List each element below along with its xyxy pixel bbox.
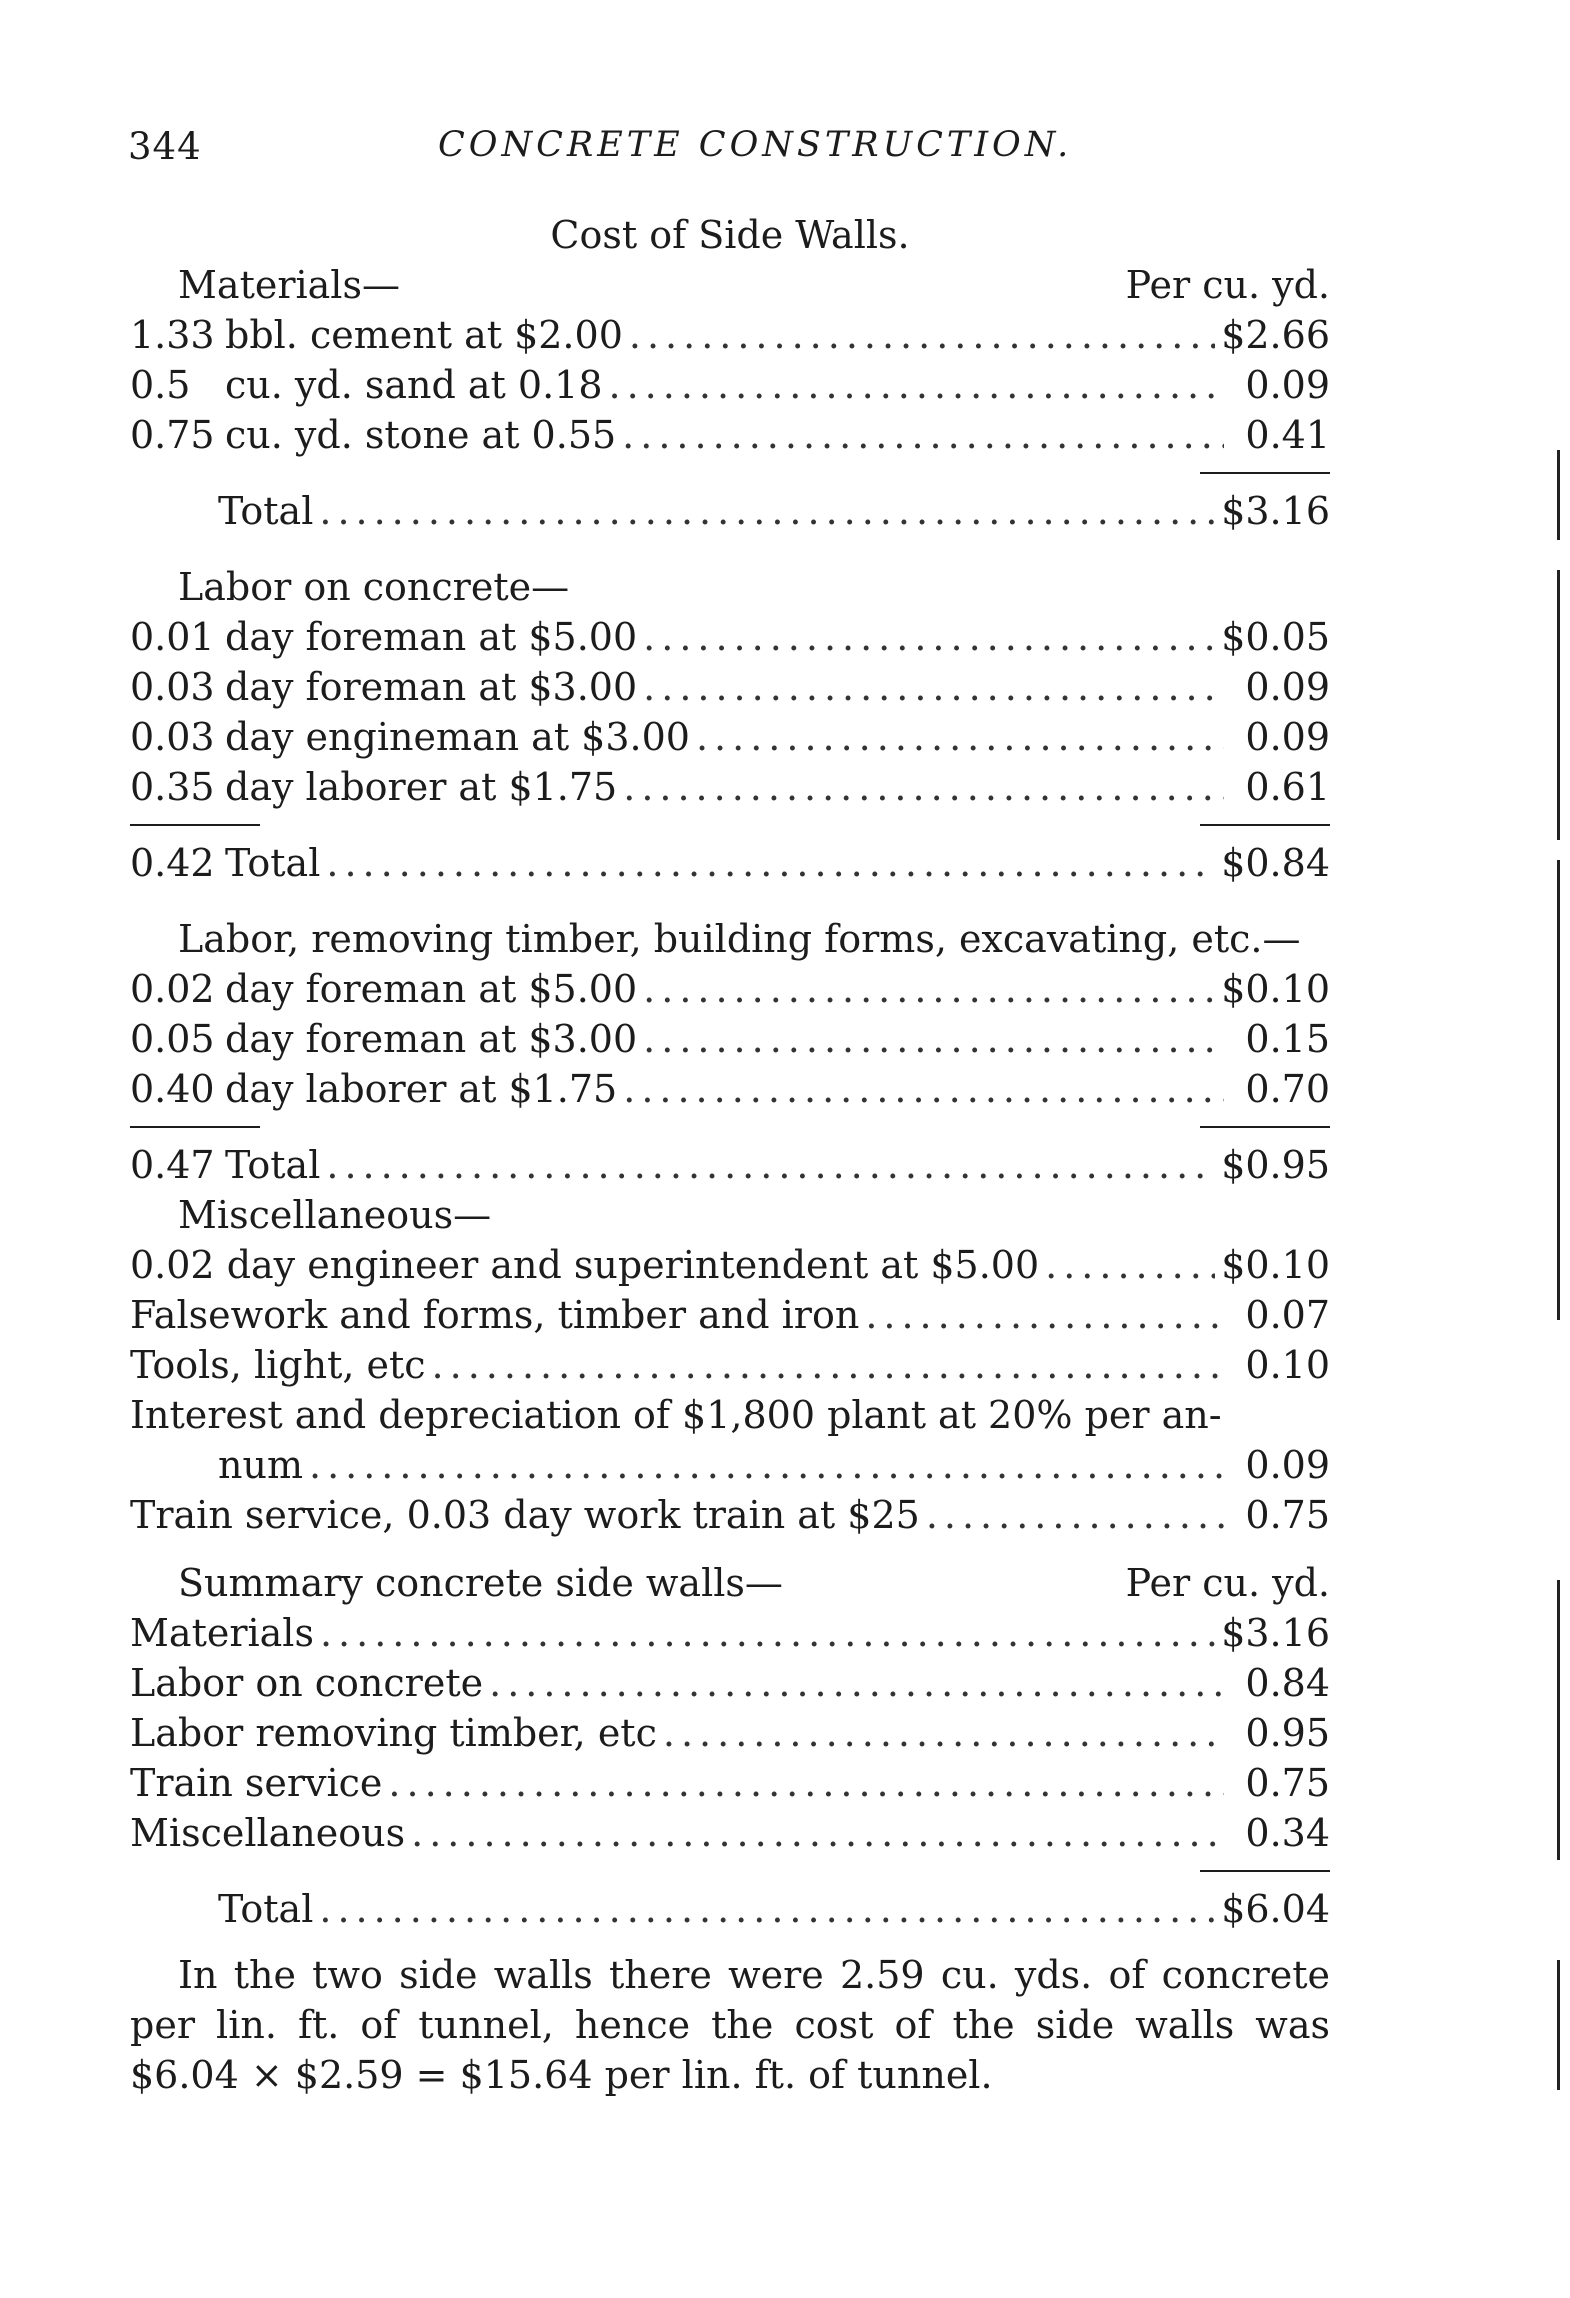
leader-dots bbox=[411, 1808, 1224, 1858]
total-amount: $0.84 bbox=[1221, 841, 1330, 885]
closing-paragraph: In the two side walls there were 2.59 cu. yds. of concrete per lin. ft. of tunnel, hence the cost of the side walls was $6.04 × $2.59 = $15.64 per lin. ft. of tunnel. bbox=[130, 1953, 1330, 2097]
page-number: 344 bbox=[128, 125, 202, 168]
table-row bbox=[130, 1708, 1330, 1758]
sum-rule-left bbox=[130, 824, 260, 826]
misc-heading-row bbox=[130, 1190, 1330, 1240]
table-row bbox=[130, 1490, 1330, 1540]
summary-unit-heading: Per cu. yd. bbox=[1125, 1561, 1330, 1605]
leader-dots bbox=[643, 612, 1215, 662]
table-row bbox=[130, 712, 1330, 762]
leader-dots bbox=[629, 310, 1215, 360]
leader-dots bbox=[622, 410, 1224, 460]
table-row bbox=[130, 762, 1330, 812]
sum-rule bbox=[130, 460, 1330, 486]
misc-heading: Miscellaneous— bbox=[178, 1193, 492, 1237]
leader-dots bbox=[319, 486, 1215, 536]
table-row bbox=[130, 1290, 1330, 1340]
leader-dots bbox=[623, 762, 1224, 812]
leader-dots bbox=[696, 712, 1224, 762]
leader-dots bbox=[432, 1340, 1224, 1390]
leader-dots bbox=[643, 662, 1224, 712]
page-header bbox=[128, 125, 1328, 185]
sum-rule bbox=[130, 812, 1330, 838]
row-label: Train service, 0.03 day work train at $25 bbox=[130, 1493, 920, 1537]
scan-mark bbox=[1557, 1580, 1560, 1860]
table-row bbox=[130, 1240, 1330, 1290]
materials-unit-heading: Per cu. yd. bbox=[1125, 263, 1330, 307]
scan-edge-marks bbox=[1530, 0, 1570, 2298]
table-row bbox=[130, 1014, 1330, 1064]
row-qty: 0.03 bbox=[130, 665, 215, 709]
labor-concrete-total-row bbox=[130, 838, 1330, 888]
row-amount: 0.09 bbox=[1245, 665, 1330, 709]
table-row bbox=[130, 1340, 1330, 1390]
total-amount: $6.04 bbox=[1221, 1887, 1330, 1931]
table-row bbox=[130, 612, 1330, 662]
row-qty: 0.03 bbox=[130, 715, 215, 759]
leader-dots bbox=[643, 964, 1215, 1014]
labor-concrete-heading-row bbox=[130, 562, 1330, 612]
summary-heading-row bbox=[130, 1558, 1330, 1608]
total-label: Total bbox=[218, 489, 314, 533]
materials-heading-row bbox=[130, 260, 1330, 310]
table-row bbox=[130, 662, 1330, 712]
row-amount: $3.16 bbox=[1221, 1611, 1330, 1655]
labor-timber-total-row bbox=[130, 1140, 1330, 1190]
table-row bbox=[130, 310, 1330, 360]
row-label: day foreman at $3.00 bbox=[225, 665, 638, 709]
total-label: Total bbox=[225, 1143, 321, 1187]
row-amount: 0.61 bbox=[1245, 765, 1330, 809]
sum-rule-right bbox=[1200, 1870, 1330, 1872]
row-amount: 0.95 bbox=[1245, 1711, 1330, 1755]
row-qty: 0.40 bbox=[130, 1067, 215, 1111]
row-amount: 0.84 bbox=[1245, 1661, 1330, 1705]
row-qty: 0.35 bbox=[130, 765, 215, 809]
interest-label-line1: Interest and depreciation of $1,800 plant at 20% per an- bbox=[130, 1393, 1222, 1437]
total-amount: $0.95 bbox=[1221, 1143, 1330, 1187]
total-amount: $3.16 bbox=[1221, 489, 1330, 533]
leader-dots bbox=[388, 1758, 1224, 1808]
leader-dots bbox=[643, 1014, 1224, 1064]
row-label: Labor on concrete bbox=[130, 1661, 484, 1705]
materials-total-row bbox=[130, 486, 1330, 536]
row-amount: 0.09 bbox=[1245, 1443, 1330, 1487]
row-amount: 0.75 bbox=[1245, 1493, 1330, 1537]
row-label: day engineman at $3.00 bbox=[225, 715, 690, 759]
row-label: Miscellaneous bbox=[130, 1811, 406, 1855]
row-label: Falsework and forms, timber and iron bbox=[130, 1293, 860, 1337]
row-amount: 0.70 bbox=[1245, 1067, 1330, 1111]
leader-dots bbox=[1045, 1240, 1215, 1290]
sum-rule bbox=[130, 1858, 1330, 1884]
row-qty: 0.01 bbox=[130, 615, 215, 659]
total-label: Total bbox=[218, 1887, 314, 1931]
row-amount: 0.07 bbox=[1245, 1293, 1330, 1337]
leader-dots bbox=[926, 1490, 1224, 1540]
row-label: day laborer at $1.75 bbox=[225, 1067, 618, 1111]
row-label: day foreman at $5.00 bbox=[225, 967, 638, 1011]
sum-rule bbox=[130, 1114, 1330, 1140]
row-amount: 0.34 bbox=[1245, 1811, 1330, 1855]
row-amount: $2.66 bbox=[1221, 313, 1330, 357]
table-row bbox=[130, 410, 1330, 460]
summary-heading: Summary concrete side walls— bbox=[178, 1561, 783, 1605]
interest-label-line2: num bbox=[218, 1443, 303, 1487]
row-label: cu. yd. stone at 0.55 bbox=[225, 413, 617, 457]
row-label: Materials bbox=[130, 1611, 314, 1655]
row-label: Labor removing timber, etc bbox=[130, 1711, 657, 1755]
scan-mark bbox=[1557, 1960, 1560, 2090]
leader-dots bbox=[609, 360, 1224, 410]
total-qty: 0.47 bbox=[130, 1143, 215, 1187]
scan-mark bbox=[1557, 450, 1560, 540]
labor-concrete-heading: Labor on concrete— bbox=[178, 565, 570, 609]
table-row bbox=[130, 1658, 1330, 1708]
row-amount: 0.09 bbox=[1245, 715, 1330, 759]
row-amount: 0.10 bbox=[1245, 1343, 1330, 1387]
row-label: bbl. cement at $2.00 bbox=[225, 313, 623, 357]
table-row bbox=[130, 1608, 1330, 1658]
row-amount: $0.10 bbox=[1221, 1243, 1330, 1287]
row-qty: 0.02 bbox=[130, 967, 215, 1011]
row-label: day foreman at $3.00 bbox=[225, 1017, 638, 1061]
leader-dots bbox=[326, 1140, 1215, 1190]
table-title bbox=[130, 210, 1330, 260]
scan-mark bbox=[1557, 860, 1560, 1320]
sum-rule-right bbox=[1200, 824, 1330, 826]
row-amount: 0.09 bbox=[1245, 363, 1330, 407]
row-amount: 0.41 bbox=[1245, 413, 1330, 457]
row-amount: $0.10 bbox=[1221, 967, 1330, 1011]
row-qty: 0.05 bbox=[130, 1017, 215, 1061]
table-title-text: Cost of Side Walls. bbox=[550, 213, 910, 257]
leader-dots bbox=[865, 1290, 1224, 1340]
table-row bbox=[130, 1390, 1330, 1440]
table-row bbox=[130, 1808, 1330, 1858]
row-qty: 0.75 bbox=[130, 413, 215, 457]
leader-dots bbox=[489, 1658, 1224, 1708]
leader-dots bbox=[309, 1440, 1224, 1490]
materials-heading: Materials— bbox=[178, 263, 400, 307]
labor-timber-heading: Labor, removing timber, building forms, excavating, etc.— bbox=[178, 917, 1301, 961]
leader-dots bbox=[319, 1884, 1215, 1934]
row-label: 0.02 day engineer and superintendent at $5.00 bbox=[130, 1243, 1040, 1287]
table-row bbox=[130, 1064, 1330, 1114]
table-row bbox=[130, 360, 1330, 410]
table-row bbox=[130, 1440, 1330, 1490]
labor-timber-heading-row bbox=[130, 914, 1330, 964]
row-amount: 0.75 bbox=[1245, 1761, 1330, 1805]
running-title: CONCRETE CONSTRUCTION. bbox=[438, 125, 1073, 165]
scan-mark bbox=[1557, 570, 1560, 840]
cost-table bbox=[130, 210, 1330, 2100]
sum-rule-right bbox=[1200, 472, 1330, 474]
row-label: cu. yd. sand at 0.18 bbox=[225, 363, 603, 407]
leader-dots bbox=[623, 1064, 1224, 1114]
row-label: Train service bbox=[130, 1761, 383, 1805]
sum-rule-right bbox=[1200, 1126, 1330, 1128]
row-amount: $0.05 bbox=[1221, 615, 1330, 659]
row-label: day foreman at $5.00 bbox=[225, 615, 638, 659]
row-label: day laborer at $1.75 bbox=[225, 765, 618, 809]
summary-total-row bbox=[130, 1884, 1330, 1934]
row-qty: 0.5 bbox=[130, 363, 191, 407]
total-qty: 0.42 bbox=[130, 841, 215, 885]
leader-dots bbox=[663, 1708, 1224, 1758]
leader-dots bbox=[320, 1608, 1215, 1658]
leader-dots bbox=[326, 838, 1215, 888]
row-label: Tools, light, etc bbox=[130, 1343, 426, 1387]
table-row bbox=[130, 1758, 1330, 1808]
row-amount: 0.15 bbox=[1245, 1017, 1330, 1061]
sum-rule-left bbox=[130, 1126, 260, 1128]
row-qty: 1.33 bbox=[130, 313, 215, 357]
table-row bbox=[130, 964, 1330, 1014]
total-label: Total bbox=[225, 841, 321, 885]
